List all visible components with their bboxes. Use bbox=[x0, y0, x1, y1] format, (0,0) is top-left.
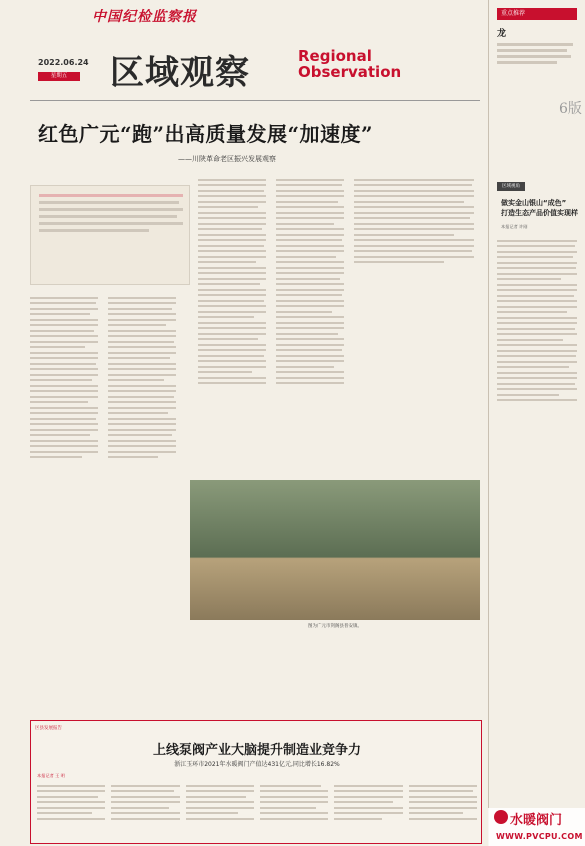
section-title-en: Regional Observation bbox=[298, 47, 402, 81]
watermark-logo-icon bbox=[494, 810, 508, 824]
recommend-item: 龙 bbox=[497, 29, 507, 39]
sidebar bbox=[488, 0, 585, 846]
weekday-badge: 星期五 bbox=[38, 72, 80, 81]
sidebar-body-text bbox=[497, 236, 579, 796]
sidebar-byline: 本报记者 许刚 bbox=[501, 224, 528, 229]
lead-column-1 bbox=[30, 293, 100, 713]
lead-headline: 红色广元“跑”出高质量发展“加速度” bbox=[38, 122, 374, 146]
lead-subhead: ——川陕革命老区振兴发展观察 bbox=[178, 155, 276, 163]
bottom-story-label: 区县发展报告 bbox=[35, 726, 62, 731]
lead-column-5 bbox=[354, 175, 480, 295]
feature-title: 做实金山银山“成色” 打造生态产品价值实现样 bbox=[501, 199, 578, 217]
intro-box bbox=[30, 185, 190, 285]
watermark-site: WWW.PVCPU.COM bbox=[496, 832, 583, 841]
bottom-story-headline: 上线泵阀产业大脑提升制造业竞争力 bbox=[152, 743, 361, 758]
paper-name: 中国纪检监察报 bbox=[92, 9, 197, 25]
issue-date: 2022.06.24 bbox=[38, 58, 89, 67]
bottom-story-subhead: 浙江玉环市2021年水暖阀门产值达431亿元,同比增长16.82% bbox=[174, 761, 340, 768]
recommend-text bbox=[497, 40, 577, 90]
section-title: 区域观察 bbox=[110, 53, 250, 93]
lead-photo bbox=[190, 480, 480, 620]
masthead-rule bbox=[30, 100, 480, 101]
photo-caption: 图为广元市剑阁县普安镇。 bbox=[308, 624, 362, 629]
bottom-story-byline: 本报记者 王 明 bbox=[37, 773, 65, 778]
bottom-story-body bbox=[37, 781, 477, 841]
lead-article bbox=[30, 175, 480, 720]
watermark bbox=[488, 808, 585, 846]
lead-headline-block bbox=[30, 108, 480, 168]
masthead bbox=[0, 0, 480, 110]
lead-column-2 bbox=[108, 293, 178, 713]
recommend-banner: 重点推荐 bbox=[497, 8, 577, 20]
bottom-story bbox=[30, 720, 482, 844]
page-number: 6版 bbox=[559, 101, 582, 117]
section2-tag: 区域视角 bbox=[497, 182, 525, 191]
watermark-brand: 水暖阀门 bbox=[510, 813, 563, 828]
